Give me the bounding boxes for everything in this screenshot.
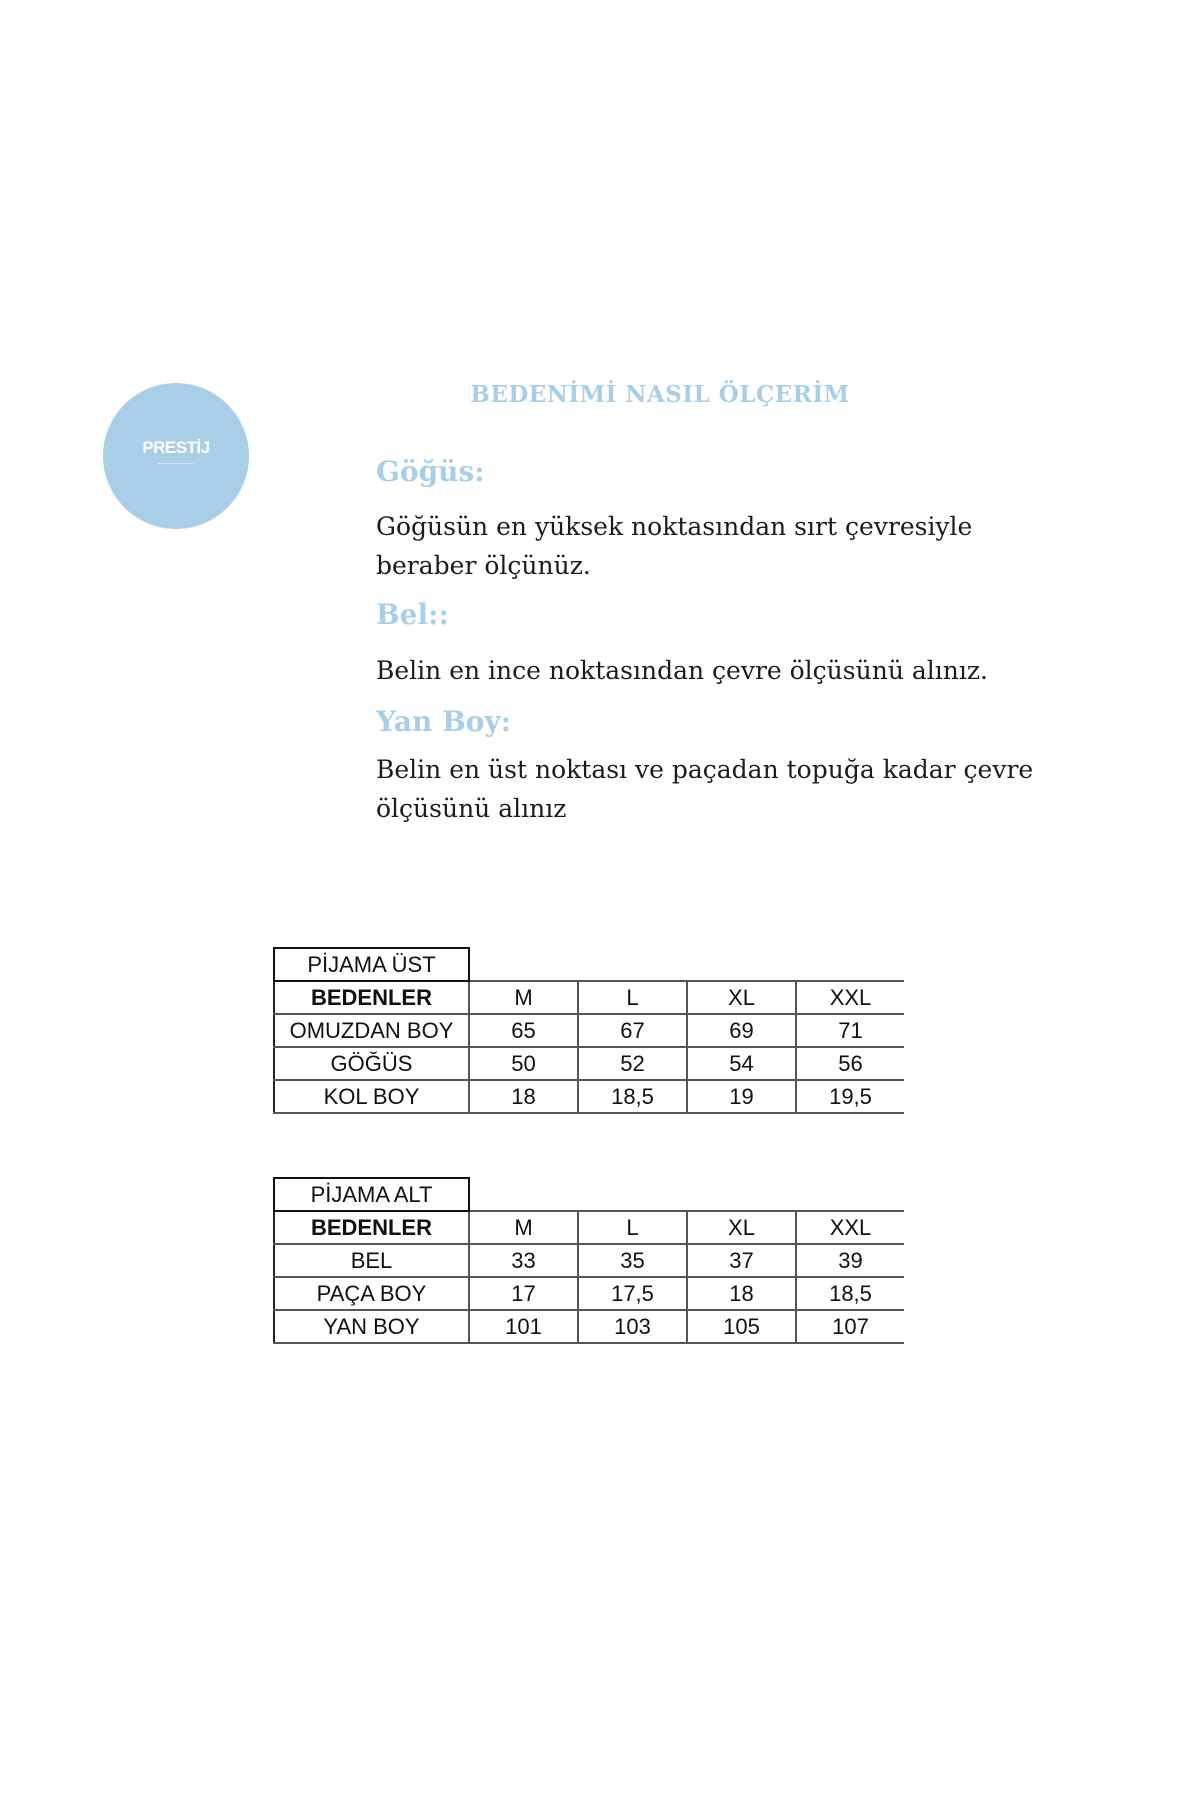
table-cell: 33 xyxy=(469,1244,578,1277)
section-heading-yan-boy: Yan Boy: xyxy=(376,705,512,738)
table-header-cell: XL xyxy=(687,981,796,1014)
row-label: BEL xyxy=(274,1244,469,1277)
table-caption: PİJAMA ÜST xyxy=(274,948,469,981)
table-cell: 17,5 xyxy=(578,1277,687,1310)
size-table-top xyxy=(273,947,904,1114)
table-header-row xyxy=(274,1211,904,1244)
table-cell: 18 xyxy=(687,1277,796,1310)
table-header-cell: XL xyxy=(687,1211,796,1244)
table-cell: 71 xyxy=(796,1014,904,1047)
table-header-cell: M xyxy=(469,1211,578,1244)
table-cell: 19,5 xyxy=(796,1080,904,1113)
table-cell: 65 xyxy=(469,1014,578,1047)
section-body-yan-boy: Belin en üst noktası ve paçadan topuğa kadar çevre ölçüsünü alınız xyxy=(376,755,1034,823)
table-cell: 69 xyxy=(687,1014,796,1047)
table-row xyxy=(274,1047,904,1080)
table-cell: 101 xyxy=(469,1310,578,1343)
table-header-cell: BEDENLER xyxy=(274,1211,469,1244)
row-label: GÖĞÜS xyxy=(274,1047,469,1080)
table-cell: 54 xyxy=(687,1047,796,1080)
row-label: OMUZDAN BOY xyxy=(274,1014,469,1047)
table-cell: 107 xyxy=(796,1310,904,1343)
page-title: BEDENİMİ NASIL ÖLÇERİM xyxy=(470,381,850,408)
table-row xyxy=(274,1277,904,1310)
table-header-cell: XXL xyxy=(796,1211,904,1244)
table-cell: 35 xyxy=(578,1244,687,1277)
brand-logo xyxy=(103,383,249,529)
table-cell: 39 xyxy=(796,1244,904,1277)
size-table-bottom xyxy=(273,1177,904,1344)
table-header-cell: M xyxy=(469,981,578,1014)
table-cell: 52 xyxy=(578,1047,687,1080)
table-row xyxy=(274,1244,904,1277)
section-heading-bel: Bel:: xyxy=(376,598,449,631)
table-header-cell: XXL xyxy=(796,981,904,1014)
table-cell: 18,5 xyxy=(796,1277,904,1310)
row-label: YAN BOY xyxy=(274,1310,469,1343)
section-body-gogus: Göğüsün en yüksek noktasından sırt çevresiyle beraber ölçünüz. xyxy=(376,512,973,580)
table-row xyxy=(274,1014,904,1047)
table-cell: 18,5 xyxy=(578,1080,687,1113)
table-cell: 19 xyxy=(687,1080,796,1113)
table-cell: 37 xyxy=(687,1244,796,1277)
table-header-cell: BEDENLER xyxy=(274,981,469,1014)
table-header-row xyxy=(274,981,904,1014)
table-header-cell: L xyxy=(578,1211,687,1244)
brand-logo-tagline-mark xyxy=(158,463,194,466)
row-label: PAÇA BOY xyxy=(274,1277,469,1310)
table-cell: 67 xyxy=(578,1014,687,1047)
table-row xyxy=(274,1080,904,1113)
table-cell: 18 xyxy=(469,1080,578,1113)
table-row xyxy=(274,1310,904,1343)
table-cell: 50 xyxy=(469,1047,578,1080)
table-cell: 56 xyxy=(796,1047,904,1080)
table-header-cell: L xyxy=(578,981,687,1014)
table-caption: PİJAMA ALT xyxy=(274,1178,469,1211)
table-cell: 105 xyxy=(687,1310,796,1343)
table-cell: 17 xyxy=(469,1277,578,1310)
table-cell: 103 xyxy=(578,1310,687,1343)
row-label: KOL BOY xyxy=(274,1080,469,1113)
section-heading-gogus: Göğüs: xyxy=(376,455,485,488)
section-body-bel: Belin en ince noktasından çevre ölçüsünü alınız. xyxy=(376,656,988,685)
brand-logo-text: PRESTİJ xyxy=(142,438,210,457)
